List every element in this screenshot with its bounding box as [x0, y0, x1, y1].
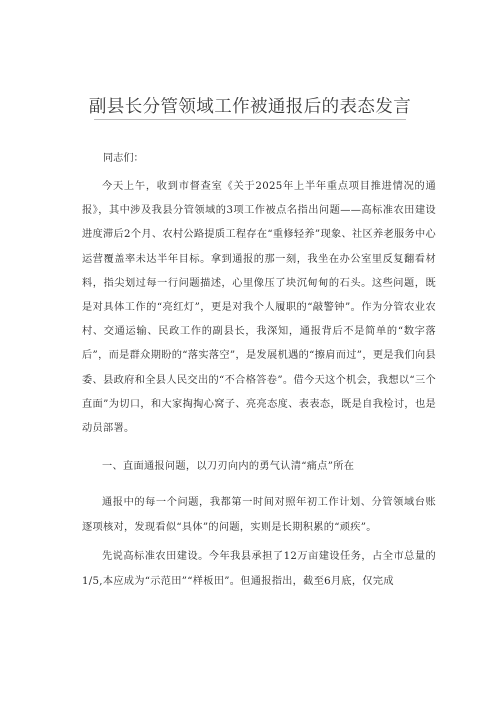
paragraph-farmland: 先说高标准农田建设。今年我县承担了12万亩建设任务，占全市总量的1/5,本应成为“示范田”“样板田”。但通报指出，截至6月底，仅完成 — [82, 551, 436, 587]
document-title: 副县长分管领域工作被通报后的表态发言 — [88, 97, 412, 117]
paragraph-intro: 今天上午，收到市督查室《关于2025年上半年重点项目推进情况的通报》，其中涉及我县分管领域的3项工作被点名指出问题——高标准农田建设进度滞后2个月、农村公路提质工程存在“重修轻养”现象、社区养老服务中心运营覆盖率未达半年目标。拿到通报的那一刻，我坐在办公室里反复翻看材料，指尖划过每一行问题描述，心里像压了块沉甸甸的石头。这些问题，既是对具体工作的“亮红灯”，更是对我个人履职的“敲警钟”。作为分管农业农村、交通运输、民政工作的副县长，我深知，通报背后不是简单的“数字落后”，而是群众期盼的“落实落空”，是发展机遇的“擦肩而过”，更是我们向县委、县政府和全县人民交出的“不合格答卷”。借今天这个机会，我想以“三个直面”为切口，和大家掏掏心窝子、亮亮态度、表表态，既是自我检讨，也是动员部署。 — [82, 181, 436, 435]
paragraph-section-1: 通报中的每一个问题，我都第一时间对照年初工作计划、分管领域台账逐项核对，发现看似“具体”的问题，实则是长期积累的“顽疾”。 — [82, 497, 436, 533]
title-divider — [94, 119, 406, 120]
salutation: 同志们： — [103, 153, 144, 164]
section-heading-1: 一、直面通报问题，以刀刃向内的勇气认清“痛点”所在 — [102, 461, 355, 472]
